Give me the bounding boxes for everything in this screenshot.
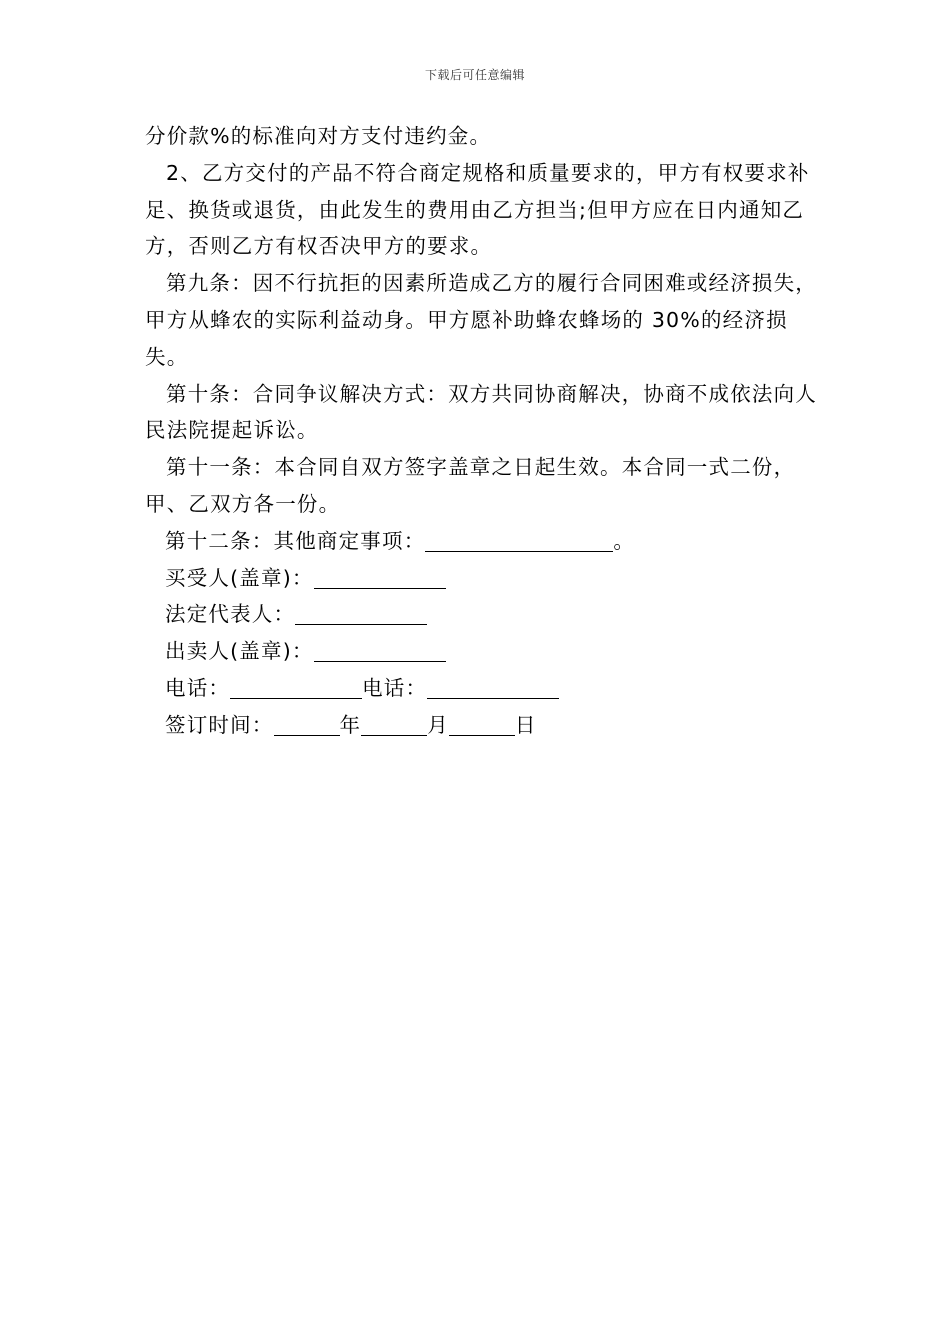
article-12-line (145, 523, 825, 560)
legal-rep-label: 法定代表人： (165, 602, 296, 627)
phone-label-buyer: 电话： (165, 675, 231, 700)
seller-label: 出卖人(盖章)： (165, 639, 314, 664)
other-matters-end: 。 (613, 528, 636, 553)
paragraph-article-11: 第十一条：本合同自双方签字盖章之日起生效。本合同一式二份，甲、乙双方各一份。 (145, 455, 796, 516)
year-blank[interactable] (274, 713, 340, 736)
paragraph-article-10: 第十条：合同争议解决方式：双方共同协商解决，协商不成依法向人民法院提起诉讼。 (145, 381, 817, 443)
buyer-label: 买受人(盖章)： (165, 565, 314, 590)
phone-label-seller: 电话： (362, 675, 428, 700)
other-matters-blank[interactable] (425, 529, 613, 552)
document-body (145, 118, 825, 744)
legal-rep-line (145, 596, 825, 633)
other-matters-label: 第十二条：其他商定事项： (165, 528, 426, 553)
page-header: 下载后可任意编辑 (424, 68, 525, 82)
day-blank[interactable] (449, 713, 515, 736)
paragraph-penalty: 分价款%的标准向对方支付违约金。 (145, 124, 492, 148)
legal-rep-blank[interactable] (295, 602, 427, 625)
seller-blank[interactable] (314, 639, 446, 662)
phone-blank-seller[interactable] (427, 676, 559, 699)
year-label: 年 (339, 712, 362, 737)
buyer-line (145, 560, 825, 597)
phone-blank-buyer[interactable] (230, 676, 362, 699)
paragraph-quality-clause: 2、乙方交付的产品不符合商定规格和质量要求的，甲方有权要求补足、换货或退货，由此发生的费用由乙方担当;但甲方应在日内通知乙方，否则乙方有权否决甲方的要求。 (145, 160, 810, 259)
paragraph-article-9: 第九条：因不行抗拒的因素所造成乙方的履行合同困难或经济损失，甲方从蜂农的实际利益动身。甲方愿补助蜂农蜂场的 30%的经济损失。 (145, 271, 817, 369)
day-label: 日 (514, 712, 537, 737)
month-label: 月 (427, 712, 449, 737)
seller-line (145, 633, 825, 670)
buyer-blank[interactable] (314, 566, 446, 589)
sign-time-line (145, 707, 825, 744)
sign-time-label: 签订时间： (165, 712, 274, 737)
phone-line (145, 670, 825, 707)
month-blank[interactable] (361, 713, 427, 736)
